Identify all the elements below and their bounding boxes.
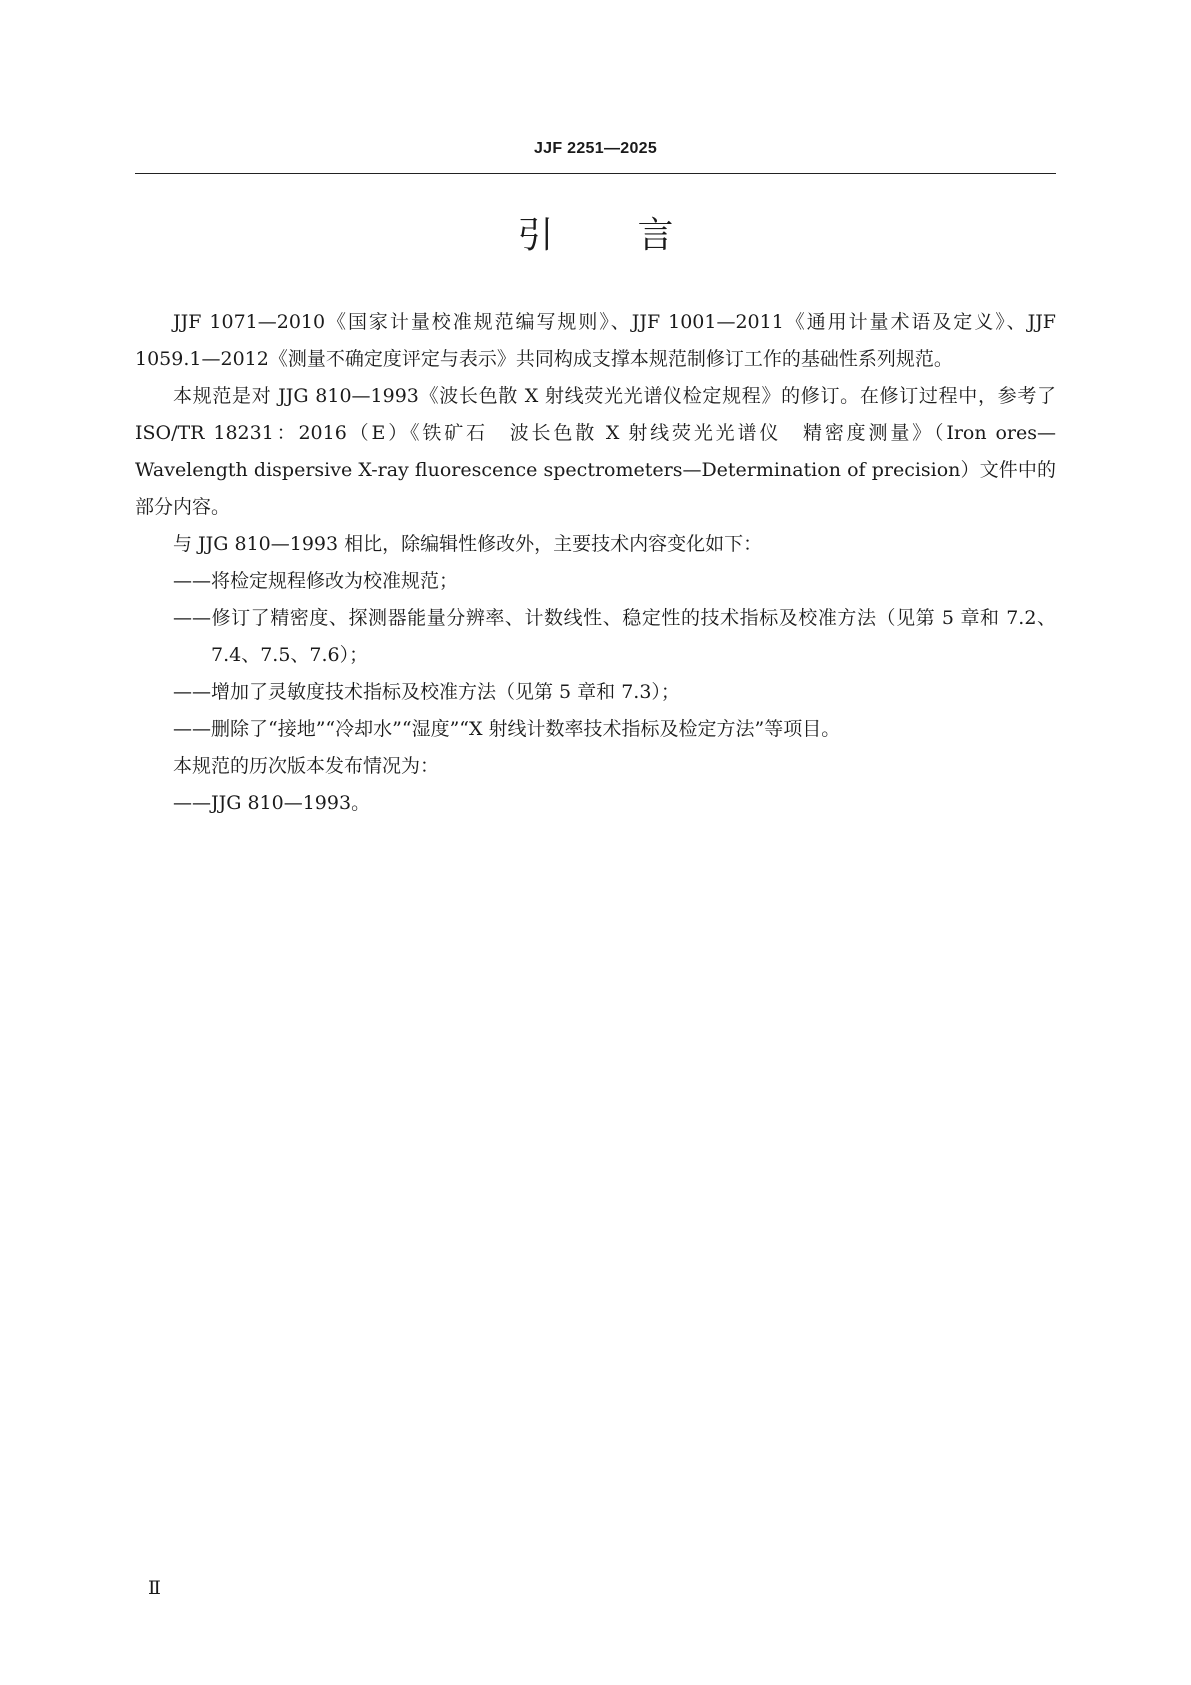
history-item: ——JJG 810—1993。 — [173, 792, 371, 814]
paragraph-basis: JJF 1071—2010《国家计量校准规范编写规则》、JJF 1001—2011《通用计量术语及定义》、JJF 1059.1—2012《测量不确定度评定与表示》共同构成支撑本规范制修订工作的基础性系列规范。 — [135, 311, 1056, 370]
change-item: ——修订了精密度、探测器能量分辨率、计数线性、稳定性的技术指标及校准方法（见第 5 章和 7.2、7.4、7.5、7.6）； — [173, 607, 1056, 666]
page-title: 引言 — [517, 215, 758, 256]
change-item: ——将检定规程修改为校准规范； — [173, 570, 459, 592]
foreword-body — [135, 304, 1056, 822]
paragraph-history-intro: 本规范的历次版本发布情况为： — [173, 755, 440, 777]
change-item: ——删除了“接地”“冷却水”“湿度”“X 射线计数率技术指标及检定方法”等项目。 — [173, 718, 841, 740]
header-rule — [135, 173, 1056, 174]
change-item: ——增加了灵敏度技术指标及校准方法（见第 5 章和 7.3）； — [173, 681, 680, 703]
paragraph-revision: 本规范是对 JJG 810—1993《波长色散 X 射线荧光光谱仪检定规程》的修订。在修订过程中，参考了 ISO/TR 18231：2016（E）《铁矿石 波长色散 X 射线荧光光谱仪 精密度测量》（Iron ores—Wavelength dispersive X-ray fluorescence spectrometers—Determination of precision）文件中的部分内容。 — [135, 385, 1056, 518]
paragraph-changes-intro: 与 JJG 810—1993 相比，除编辑性修改外，主要技术内容变化如下： — [173, 533, 763, 555]
document-code-header: JJF 2251—2025 — [533, 140, 658, 157]
page-number: Ⅱ — [148, 1577, 161, 1599]
